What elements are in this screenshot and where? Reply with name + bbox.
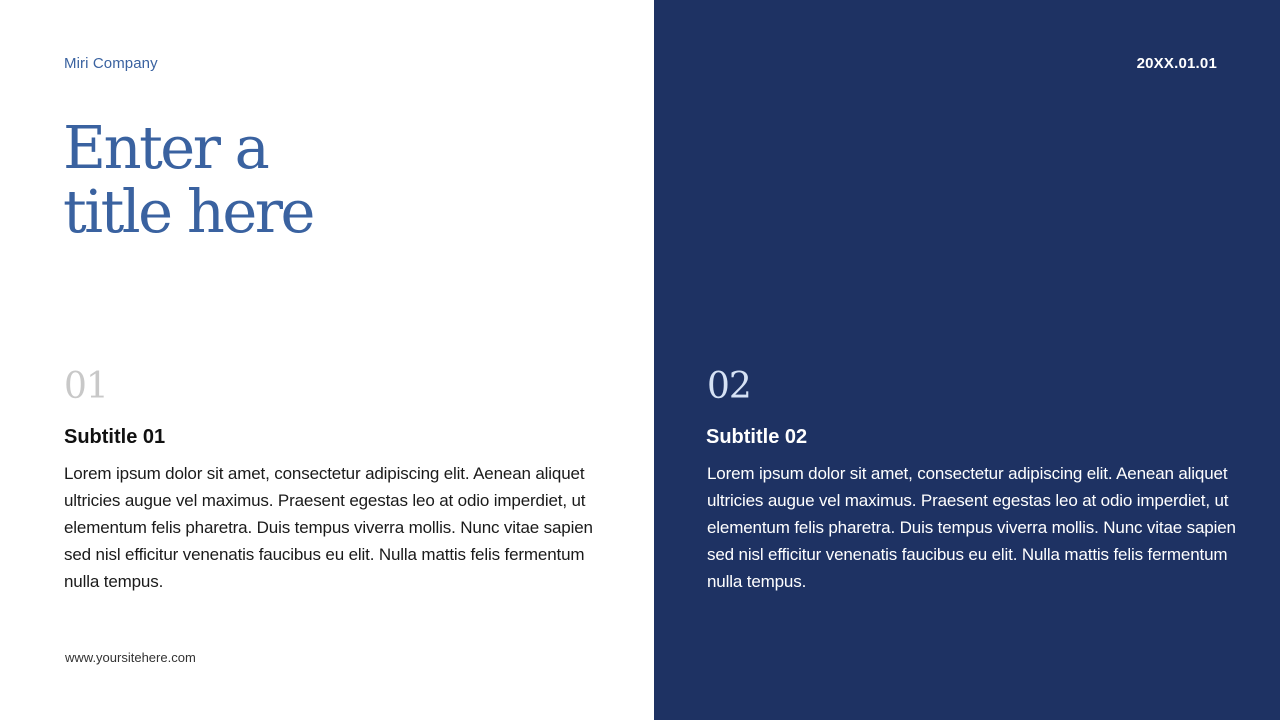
section-body-02: Lorem ipsum dolor sit amet, consectetur adipiscing elit. Aenean aliquet ultricies augue vel maximus. Praesent egestas leo at odio imperdiet, ut elementum felis pharetra. Duis tempus viverra mollis. Nunc vitae sapien sed nisl efficitur venenatis faucibus eu elit. Nulla mattis felis fermentum nulla tempus.	[707, 464, 1236, 591]
section-number-02: 02	[707, 366, 751, 407]
right-panel	[654, 0, 1280, 720]
section-subtitle-01: Subtitle 01	[64, 426, 166, 448]
company-name: Miri Company	[64, 55, 158, 72]
slide-title-line-1: Enter a	[63, 113, 268, 182]
slide-date: 20XX.01.01	[1136, 55, 1217, 72]
section-number-01: 01	[64, 366, 108, 407]
section-subtitle-02: Subtitle 02	[706, 426, 808, 448]
website-url[interactable]: www.yoursitehere.com	[65, 650, 196, 665]
section-body-01: Lorem ipsum dolor sit amet, consectetur adipiscing elit. Aenean aliquet ultricies augue vel maximus. Praesent egestas leo at odio imperdiet, ut elementum felis pharetra. Duis tempus viverra mollis. Nunc vitae sapien sed nisl efficitur venenatis faucibus eu elit. Nulla mattis felis fermentum nulla tempus.	[64, 464, 593, 591]
slide-title	[63, 113, 313, 246]
slide-title-line-2: title here	[63, 177, 313, 246]
